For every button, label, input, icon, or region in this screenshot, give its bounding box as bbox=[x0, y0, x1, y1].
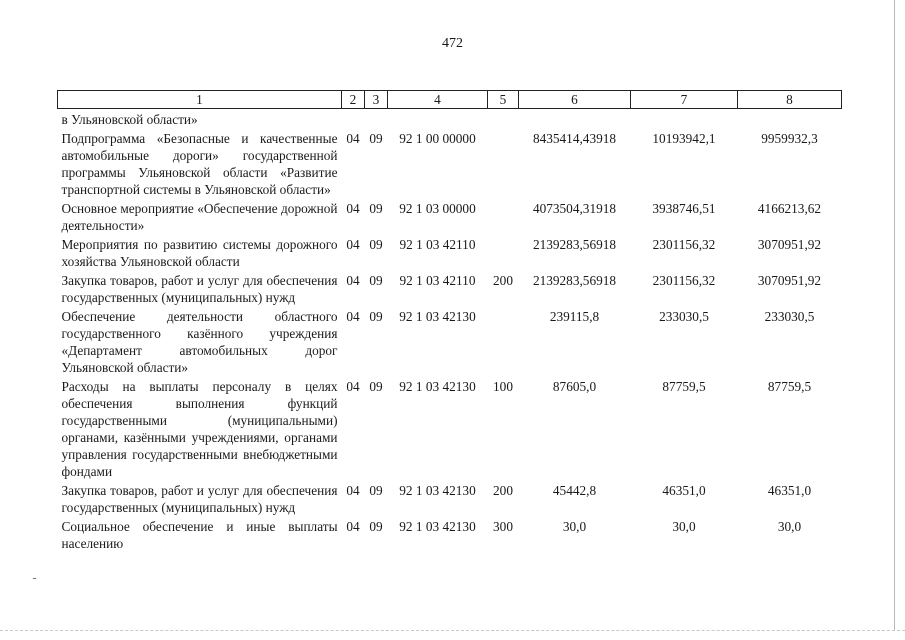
section-code: 04 bbox=[346, 379, 360, 394]
section-code: 04 bbox=[346, 483, 360, 498]
amount-column-6: 2139283,56918 bbox=[532, 273, 617, 288]
section-code: 04 bbox=[346, 237, 360, 252]
amount-column-8: 46351,0 bbox=[767, 483, 812, 498]
amount-column-6: 45442,8 bbox=[552, 483, 597, 498]
target-article-code: 92 1 03 42130 bbox=[399, 309, 476, 324]
row-name: Расходы на выплаты персоналу в целях обеспечения выполнения функций государственными (муниципальными) органами, казёнными учреждениями, органами управления государственными внебюджетными фондами bbox=[61, 379, 338, 479]
subsection-code: 09 bbox=[369, 201, 383, 216]
amount-column-6 bbox=[519, 109, 631, 130]
amount-column-6: 4073504,31918 bbox=[532, 201, 617, 216]
margin-mark: ـ bbox=[33, 571, 36, 582]
subsection-code bbox=[365, 109, 388, 130]
expense-type-code bbox=[488, 199, 519, 235]
amount-column-7: 30,0 bbox=[672, 519, 696, 534]
expense-type-code bbox=[488, 129, 519, 199]
scan-border-right bbox=[894, 0, 895, 630]
table-row bbox=[58, 377, 842, 481]
row-name: Социальное обеспечение и иные выплаты населению bbox=[61, 519, 338, 551]
expense-type-code bbox=[488, 307, 519, 377]
expense-type-code bbox=[488, 109, 519, 130]
row-name: Обеспечение деятельности областного государственного казённого учреждения «Департамент автомобильных дорог Ульяновской области» bbox=[61, 309, 338, 375]
amount-column-7: 2301156,32 bbox=[652, 237, 716, 252]
table-body bbox=[58, 109, 842, 554]
subsection-code: 09 bbox=[369, 131, 383, 146]
expense-type-code: 200 bbox=[493, 483, 513, 498]
target-article-code: 92 1 03 00000 bbox=[399, 201, 476, 216]
section-code: 04 bbox=[346, 201, 360, 216]
amount-column-8: 4166213,62 bbox=[757, 201, 822, 216]
target-article-code bbox=[388, 109, 488, 130]
table-row bbox=[58, 307, 842, 377]
amount-column-8: 233030,5 bbox=[764, 309, 815, 324]
expense-type-code: 200 bbox=[493, 273, 513, 288]
amount-column-6: 2139283,56918 bbox=[532, 237, 617, 252]
target-article-code: 92 1 03 42110 bbox=[399, 237, 476, 252]
column-header: 8 bbox=[738, 91, 842, 109]
subsection-code: 09 bbox=[369, 379, 383, 394]
subsection-code: 09 bbox=[369, 237, 383, 252]
amount-column-8: 3070951,92 bbox=[757, 273, 822, 288]
target-article-code: 92 1 03 42130 bbox=[399, 519, 476, 534]
page-number: 472 bbox=[442, 36, 463, 51]
amount-column-7: 10193942,1 bbox=[652, 131, 716, 146]
section-code: 04 bbox=[346, 519, 360, 534]
table-header bbox=[58, 91, 842, 109]
target-article-code: 92 1 03 42130 bbox=[399, 483, 476, 498]
column-header: 1 bbox=[58, 91, 342, 109]
expense-type-code: 300 bbox=[493, 519, 513, 534]
target-article-code: 92 1 00 00000 bbox=[399, 131, 476, 146]
amount-column-7 bbox=[631, 109, 738, 130]
amount-column-7: 87759,5 bbox=[662, 379, 706, 394]
table-row bbox=[58, 481, 842, 517]
amount-column-6: 8435414,43918 bbox=[532, 131, 617, 146]
column-header: 3 bbox=[365, 91, 388, 109]
amount-column-6: 87605,0 bbox=[552, 379, 597, 394]
table-row bbox=[58, 109, 842, 130]
row-name: Закупка товаров, работ и услуг для обеспечения государственных (муниципальных) нужд bbox=[61, 483, 338, 515]
budget-table bbox=[57, 90, 842, 553]
row-name: Подпрограмма «Безопасные и качественные автомобильные дороги» государственной программы Ульяновской области «Развитие транспортной системы в Ульяновской области» bbox=[61, 131, 338, 197]
row-name: Закупка товаров, работ и услуг для обеспечения государственных (муниципальных) нужд bbox=[61, 273, 338, 305]
row-name: Мероприятия по развитию системы дорожного хозяйства Ульяновской области bbox=[61, 237, 338, 269]
amount-column-8: 9959932,3 bbox=[761, 131, 818, 146]
scan-border-bottom bbox=[0, 630, 905, 632]
amount-column-7: 46351,0 bbox=[662, 483, 706, 498]
amount-column-8: 87759,5 bbox=[767, 379, 812, 394]
expense-type-code bbox=[488, 235, 519, 271]
target-article-code: 92 1 03 42130 bbox=[399, 379, 476, 394]
column-header: 5 bbox=[488, 91, 519, 109]
expense-type-code: 100 bbox=[493, 379, 513, 394]
subsection-code: 09 bbox=[369, 273, 383, 288]
amount-column-7: 233030,5 bbox=[659, 309, 709, 324]
table-row bbox=[58, 129, 842, 199]
section-code bbox=[342, 109, 365, 130]
subsection-code: 09 bbox=[369, 309, 383, 324]
section-code: 04 bbox=[346, 309, 360, 324]
table-row bbox=[58, 199, 842, 235]
amount-column-8: 30,0 bbox=[777, 519, 802, 534]
subsection-code: 09 bbox=[369, 483, 383, 498]
table-row bbox=[58, 517, 842, 553]
header-row bbox=[58, 91, 842, 109]
column-header: 7 bbox=[631, 91, 738, 109]
amount-column-8: 3070951,92 bbox=[757, 237, 822, 252]
table-row bbox=[58, 271, 842, 307]
row-name: Основное мероприятие «Обеспечение дорожной деятельности» bbox=[61, 201, 338, 233]
amount-column-7: 3938746,51 bbox=[652, 201, 716, 216]
column-header: 4 bbox=[388, 91, 488, 109]
subsection-code: 09 bbox=[369, 519, 383, 534]
amount-column-7: 2301156,32 bbox=[652, 273, 716, 288]
amount-column-6: 239115,8 bbox=[549, 309, 600, 324]
amount-column-6: 30,0 bbox=[562, 519, 587, 534]
section-code: 04 bbox=[346, 273, 360, 288]
amount-column-8 bbox=[738, 109, 842, 130]
column-header: 6 bbox=[519, 91, 631, 109]
row-name: в Ульяновской области» bbox=[61, 112, 198, 127]
target-article-code: 92 1 03 42110 bbox=[399, 273, 476, 288]
column-header: 2 bbox=[342, 91, 365, 109]
section-code: 04 bbox=[346, 131, 360, 146]
table-row bbox=[58, 235, 842, 271]
